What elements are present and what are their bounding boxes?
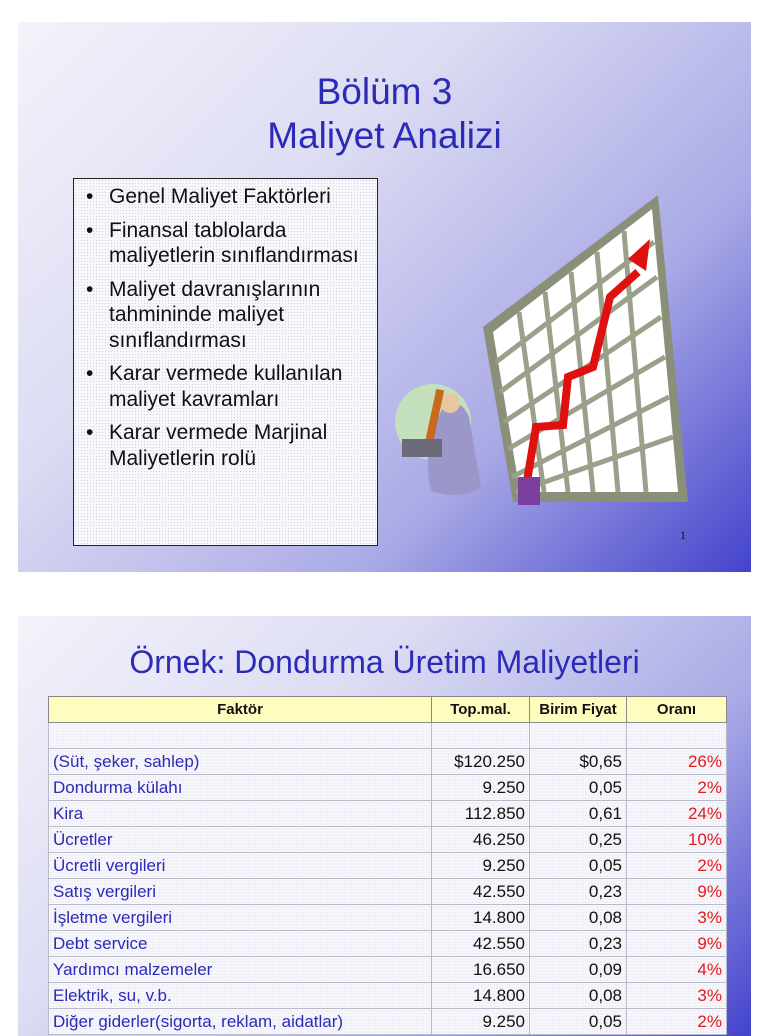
slide-1 xyxy=(18,22,751,572)
bullet-text: Karar vermede Marjinal Maliyetlerin rolü xyxy=(109,421,328,470)
cell-total-cost: 42.550 xyxy=(432,931,530,957)
cell-total-cost: 112.850 xyxy=(432,801,530,827)
cell-factor: Ücretli vergileri xyxy=(49,853,432,879)
table-row xyxy=(49,827,727,853)
slide-number: 1 xyxy=(680,528,686,542)
bullet-item: • Maliyet davranışlarının tahmininde maliyet sınıflandırması xyxy=(86,277,321,352)
cell-ratio xyxy=(627,723,727,749)
hammer-head xyxy=(402,439,442,457)
slide-2-title: Örnek: Dondurma Üretim Maliyetleri xyxy=(129,644,640,680)
cell-total-cost: 46.250 xyxy=(432,827,530,853)
table-row xyxy=(49,801,727,827)
cell-factor xyxy=(49,723,432,749)
cell-factor: (Süt, şeker, sahlep) xyxy=(49,749,432,775)
table-row xyxy=(49,905,727,931)
cell-factor: Satış vergileri xyxy=(49,879,432,905)
cell-unit-price: 0,05 xyxy=(530,853,627,879)
cell-total-cost: 9.250 xyxy=(432,775,530,801)
cell-factor: İşletme vergileri xyxy=(49,905,432,931)
cell-total-cost xyxy=(432,723,530,749)
cell-unit-price: 0,09 xyxy=(530,957,627,983)
cell-factor: Elektrik, su, v.b. xyxy=(49,983,432,1009)
table-row xyxy=(49,983,727,1009)
cell-unit-price: 0,61 xyxy=(530,801,627,827)
table-row xyxy=(49,1009,727,1035)
cell-total-cost: 14.800 xyxy=(432,905,530,931)
cell-ratio: 3% xyxy=(627,983,727,1009)
cell-total-cost: 42.550 xyxy=(432,879,530,905)
bullet-text: Finansal tablolarda maliyetlerin sınıflandırması xyxy=(109,218,359,267)
cell-unit-price: 0,23 xyxy=(530,879,627,905)
cell-unit-price: 0,08 xyxy=(530,983,627,1009)
figure-head xyxy=(440,393,460,413)
table-row xyxy=(49,723,727,749)
cell-ratio: 2% xyxy=(627,1009,727,1035)
cell-total-cost: $120.250 xyxy=(432,749,530,775)
table-body xyxy=(49,723,727,1035)
table-header-row xyxy=(49,697,727,723)
table-row xyxy=(49,931,727,957)
table-row xyxy=(49,749,727,775)
table-row xyxy=(49,853,727,879)
cell-factor: Yardımcı malzemeler xyxy=(49,957,432,983)
cell-total-cost: 14.800 xyxy=(432,983,530,1009)
cell-factor: Kira xyxy=(49,801,432,827)
cell-unit-price: 0,05 xyxy=(530,775,627,801)
bullet-text: Karar vermede kullanılan maliyet kavramları xyxy=(109,362,343,411)
bullet-list xyxy=(82,184,369,471)
slide-1-title xyxy=(18,70,751,158)
cell-total-cost: 16.650 xyxy=(432,957,530,983)
bullet-text: Maliyet davranışlarının tahmininde maliyet sınıflandırması xyxy=(109,277,321,352)
cell-unit-price: 0,23 xyxy=(530,931,627,957)
cell-ratio: 3% xyxy=(627,905,727,931)
cell-factor: Diğer giderler(sigorta, reklam, aidatlar) xyxy=(49,1009,432,1035)
cell-factor: Ücretler xyxy=(49,827,432,853)
bullet-item: • Finansal tablolarda maliyetlerin sınıflandırması xyxy=(86,218,359,267)
bullet-item: • Genel Maliyet Faktörleri xyxy=(86,185,331,208)
header-unit-price: Birim Fiyat xyxy=(530,697,627,723)
cell-ratio: 9% xyxy=(627,879,727,905)
table-row xyxy=(49,957,727,983)
cell-ratio: 4% xyxy=(627,957,727,983)
bullet-text: Genel Maliyet Faktörleri xyxy=(109,185,331,208)
title-line-1: Bölüm 3 xyxy=(316,71,453,112)
table-row xyxy=(49,775,727,801)
header-ratio: Oranı xyxy=(627,697,727,723)
header-total-cost: Top.mal. xyxy=(432,697,530,723)
cell-ratio: 2% xyxy=(627,775,727,801)
pedestal xyxy=(518,477,540,505)
slide-2 xyxy=(18,616,751,1036)
bullet-item: • Karar vermede kullanılan maliyet kavramları xyxy=(86,362,343,411)
cell-total-cost: 9.250 xyxy=(432,1009,530,1035)
title-line-2: Maliyet Analizi xyxy=(267,115,502,156)
bullet-item: • Karar vermede Marjinal Maliyetlerin rolü xyxy=(86,421,328,470)
cost-table xyxy=(48,696,727,1035)
cell-unit-price xyxy=(530,723,627,749)
cell-ratio: 10% xyxy=(627,827,727,853)
cell-total-cost: 9.250 xyxy=(432,853,530,879)
table-row xyxy=(49,879,727,905)
cell-unit-price: $0,65 xyxy=(530,749,627,775)
cell-ratio: 2% xyxy=(627,853,727,879)
growth-chart-illustration xyxy=(388,187,718,527)
cell-ratio: 26% xyxy=(627,749,727,775)
cell-factor: Dondurma külahı xyxy=(49,775,432,801)
bullet-box xyxy=(73,178,378,546)
cell-factor: Debt service xyxy=(49,931,432,957)
cell-unit-price: 0,05 xyxy=(530,1009,627,1035)
cell-ratio: 9% xyxy=(627,931,727,957)
cell-unit-price: 0,08 xyxy=(530,905,627,931)
header-factor: Faktör xyxy=(49,697,432,723)
cell-ratio: 24% xyxy=(627,801,727,827)
cell-unit-price: 0,25 xyxy=(530,827,627,853)
